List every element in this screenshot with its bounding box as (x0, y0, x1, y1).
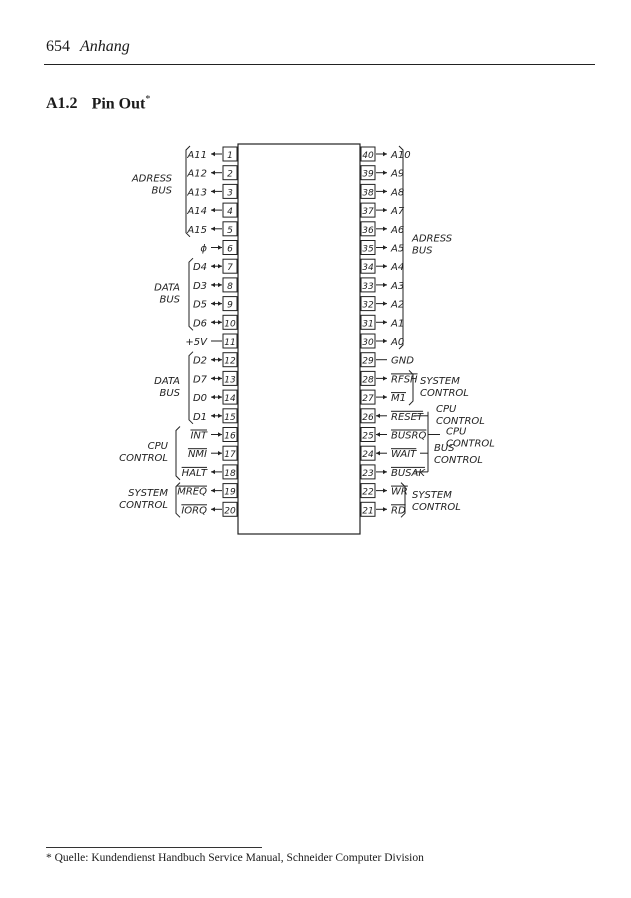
group-label: BUS (412, 245, 433, 257)
right-pin-label: WAIT (391, 449, 417, 461)
right-pin-number: 31 (362, 319, 374, 330)
group-label: BUS (159, 294, 180, 306)
footnote-star: * (46, 852, 52, 864)
right-pin-arrow-icon (383, 283, 387, 287)
left-pin-arrow-icon (218, 301, 222, 305)
group-label: CONTROL (436, 415, 485, 427)
right-pin-number: 32 (362, 300, 374, 311)
left-pin-number: 7 (227, 263, 233, 274)
left-pin-number: 16 (224, 431, 236, 442)
right-pin-number: 24 (362, 450, 374, 461)
right-pin-number: 36 (362, 225, 374, 236)
right-pin-arrow-icon (383, 507, 387, 511)
left-group-bracket (176, 427, 180, 480)
section-number: A1.2 (46, 95, 78, 113)
footnote-text: Quelle: Kundendienst Handbuch Service Manual, Schneider Computer Division (54, 852, 424, 864)
left-pin-arrow-icon (211, 152, 215, 156)
left-pin-number: 14 (224, 394, 236, 405)
chip-body (238, 144, 360, 534)
page-number: 654 (46, 38, 70, 55)
right-pin-arrow-icon (383, 227, 387, 231)
right-pin-label: BUSAK (391, 467, 425, 479)
left-pin-number: 15 (224, 412, 236, 423)
left-pin-arrow-icon (218, 395, 222, 399)
right-pin-number: 22 (362, 487, 374, 498)
left-pin-arrow-icon (211, 320, 215, 324)
right-pin-number: 35 (362, 244, 374, 255)
group-label: CPU (147, 441, 168, 453)
left-pin-arrow-icon (211, 488, 215, 492)
left-pin-arrow-icon (218, 432, 222, 436)
footnote-rule (46, 847, 262, 848)
left-pin-label: D0 (192, 393, 207, 405)
left-pin-number: 12 (224, 356, 236, 367)
left-pin-arrow-icon (218, 283, 222, 287)
right-pin-number: 38 (362, 188, 374, 199)
right-pin-number: 40 (362, 151, 374, 161)
right-pin-arrow-icon (383, 171, 387, 175)
group-label: CPU (446, 426, 467, 438)
left-pin-label: NMI (187, 449, 207, 461)
group-label: SYSTEM (412, 489, 452, 501)
right-pin-number: 21 (362, 506, 374, 517)
left-pin-label: A14 (187, 206, 207, 218)
right-pin-label: A9 (391, 168, 405, 180)
left-pin-number: 13 (224, 375, 236, 386)
page-header-title: Anhang (80, 38, 130, 55)
right-pin-label: GND (391, 355, 414, 367)
group-label: CONTROL (434, 455, 483, 467)
right-pin-arrow-icon (383, 245, 387, 249)
left-pin-number: 10 (224, 319, 236, 330)
group-label: BUS (434, 443, 455, 455)
right-pin-arrow-icon (376, 414, 380, 418)
left-pin-arrow-icon (211, 189, 215, 193)
left-pin-arrow-icon (218, 414, 222, 418)
right-pin-label: A3 (391, 280, 405, 292)
left-pin-number: 3 (227, 188, 233, 199)
right-pin-number: 23 (362, 468, 374, 479)
group-label: DATA (154, 375, 180, 387)
left-pin-arrow-icon (211, 301, 215, 305)
left-pin-number: 18 (224, 468, 236, 479)
left-pin-label: A12 (187, 168, 207, 180)
right-pin-arrow-icon (383, 488, 387, 492)
right-pin-label: A2 (391, 299, 405, 311)
right-pin-number: 34 (362, 263, 374, 274)
footnote-marker: * (145, 94, 151, 105)
right-pin-label: RFSH (391, 374, 418, 386)
left-pin-arrow-icon (218, 320, 222, 324)
left-pin-label: D5 (192, 299, 207, 311)
left-pin-label: +5V (185, 337, 207, 348)
left-pin-label: HALT (181, 467, 207, 479)
left-pin-arrow-icon (211, 208, 215, 212)
left-pin-arrow-icon (211, 376, 215, 380)
left-pin-arrow-icon (218, 376, 222, 380)
left-pin-arrow-icon (211, 227, 215, 231)
right-pin-label: WR (391, 486, 408, 498)
left-pin-arrow-icon (211, 507, 215, 511)
right-pin-number: 25 (362, 431, 374, 442)
left-pin-arrow-icon (211, 470, 215, 474)
right-pin-number: 27 (362, 394, 374, 405)
group-label: CONTROL (119, 499, 168, 511)
left-pin-label: ϕ (200, 243, 207, 255)
right-pin-arrow-icon (383, 301, 387, 305)
left-pin-number: 5 (227, 225, 233, 236)
right-pin-label: A6 (391, 224, 405, 236)
left-pin-label: IORQ (181, 505, 207, 517)
group-label: ADRESS (131, 173, 172, 185)
right-pin-arrow-icon (383, 395, 387, 399)
right-pin-arrow-icon (376, 451, 380, 455)
right-pin-number: 37 (362, 207, 374, 218)
left-pin-label: D3 (192, 280, 207, 292)
right-pin-label: RD (391, 505, 406, 517)
right-pin-arrow-icon (383, 152, 387, 156)
right-pin-number: 26 (362, 412, 374, 423)
left-pin-arrow-icon (211, 283, 215, 287)
left-pin-arrow-icon (211, 171, 215, 175)
left-pin-label: D4 (192, 262, 207, 274)
left-pin-label: A13 (187, 187, 207, 199)
right-pin-label: A4 (391, 262, 405, 274)
right-pin-label: A7 (391, 206, 405, 218)
group-label: SYSTEM (128, 487, 168, 499)
left-pin-number: 2 (227, 169, 233, 180)
left-pin-number: 11 (224, 338, 236, 348)
group-label: BUS (159, 387, 180, 399)
right-pin-label: A1 (391, 318, 405, 330)
group-label: ADRESS (412, 233, 453, 245)
group-label: CPU (436, 403, 457, 415)
left-pin-arrow-icon (211, 264, 215, 268)
right-pin-number: 29 (362, 356, 374, 367)
group-label: CONTROL (420, 387, 469, 399)
left-pin-arrow-icon (218, 358, 222, 362)
group-label: CONTROL (446, 438, 495, 450)
left-pin-label: A11 (187, 150, 207, 161)
right-pin-label: A0 (391, 337, 405, 348)
left-pin-label: D2 (192, 355, 207, 367)
left-pin-number: 6 (227, 244, 233, 255)
right-pin-arrow-icon (376, 432, 380, 436)
left-pin-number: 4 (227, 207, 233, 218)
left-pin-label: D6 (192, 318, 207, 330)
left-pin-label: A15 (187, 224, 207, 236)
right-pin-number: 39 (362, 169, 374, 180)
right-pin-label: A10 (391, 150, 411, 161)
right-pin-label: A5 (391, 243, 405, 255)
left-pin-number: 9 (227, 300, 233, 311)
left-pin-arrow-icon (218, 245, 222, 249)
right-pin-label: BUSRQ (391, 430, 427, 442)
left-pin-number: 20 (224, 506, 236, 517)
left-pin-arrow-icon (211, 358, 215, 362)
left-pin-label: D7 (192, 374, 207, 386)
left-pin-label: INT (190, 430, 207, 442)
section-title: Pin Out (91, 95, 146, 113)
right-pin-arrow-icon (383, 189, 387, 193)
right-pin-number: 30 (362, 338, 374, 348)
group-label: CONTROL (412, 501, 461, 513)
left-pin-arrow-icon (218, 451, 222, 455)
left-pin-arrow-icon (218, 264, 222, 268)
group-label: CONTROL (119, 453, 168, 465)
right-pin-arrow-icon (383, 208, 387, 212)
right-pin-label: A8 (391, 187, 405, 199)
group-label: SYSTEM (420, 375, 460, 387)
left-pin-number: 1 (227, 151, 233, 161)
footnote (46, 852, 424, 864)
left-pin-number: 8 (227, 281, 233, 292)
right-pin-arrow-icon (383, 376, 387, 380)
left-pin-number: 19 (224, 487, 236, 498)
left-pin-number: 17 (224, 450, 236, 461)
right-pin-number: 28 (362, 375, 374, 386)
group-label: DATA (154, 282, 180, 294)
left-pin-label: D1 (192, 411, 207, 423)
left-pin-label: MREQ (177, 486, 207, 498)
right-pin-label: RESET (391, 411, 424, 423)
group-label: BUS (151, 185, 172, 197)
right-pin-number: 33 (362, 281, 374, 292)
right-pin-arrow-icon (383, 264, 387, 268)
right-pin-label: M1 (391, 393, 406, 405)
left-pin-arrow-icon (211, 395, 215, 399)
left-pin-arrow-icon (211, 414, 215, 418)
right-pin-arrow-icon (383, 320, 387, 324)
right-pin-arrow-icon (383, 339, 387, 343)
right-pin-arrow-icon (383, 470, 387, 474)
